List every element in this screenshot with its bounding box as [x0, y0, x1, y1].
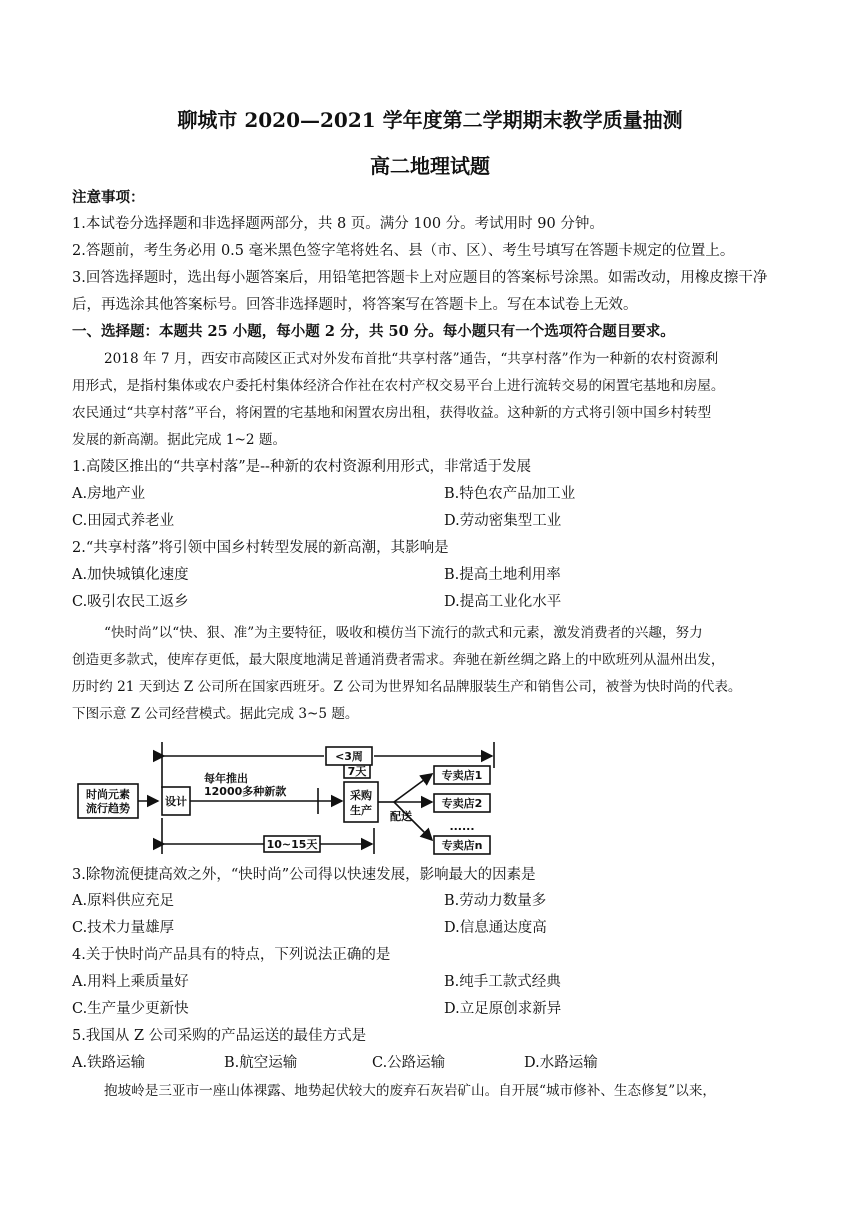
question-3-options-row [72, 891, 547, 911]
notice-heading: 注意事项： [72, 189, 145, 206]
question-2-options-row [72, 592, 562, 612]
question-1-stem: 1.高陵区推出的“共享村落”是--种新的农村资源利用形式，非常适于发展 [72, 459, 531, 475]
q1-option-c[interactable]: C.田园式养老业 [72, 513, 175, 529]
q2-option-d[interactable]: D.提高工业化水平 [444, 594, 562, 610]
diagram-store-label: 专卖店n [441, 839, 483, 852]
question-3-stem: 3.除物流便捷高效之外，“快时尚”公司得以快速发展，影响最大的因素是 [72, 867, 536, 883]
passage-2-line: “快时尚”以“快、狠、准”为主要特征，吸收和模仿当下流行的款式和元素，激发消费者的兴趣，努力 [104, 625, 703, 641]
q1-option-d[interactable]: D.劳动密集型工业 [444, 513, 562, 529]
q3-option-a[interactable]: A.原料供应充足 [72, 893, 175, 909]
q5-option-a[interactable]: A.铁路运输 [72, 1055, 146, 1071]
q3-option-b[interactable]: B.劳动力数量多 [444, 893, 547, 909]
diagram-lt3weeks-label: <3周 [335, 750, 363, 763]
q5-option-c[interactable]: C.公路运输 [372, 1055, 446, 1071]
diagram-delivery-label: 配送 [390, 810, 412, 823]
q4-option-b[interactable]: B.纯手工款式经典 [444, 974, 561, 990]
question-1-options-row [72, 511, 562, 531]
passage-1-line: 发展的新高潮。据此完成 1~2 题。 [72, 432, 287, 448]
question-3-options-row [72, 918, 547, 938]
q1-option-a[interactable]: A.房地产业 [72, 486, 146, 502]
diagram-produce-label: 采购 [350, 789, 372, 802]
notice-item: 2.答题前，考生务必用 0.5 毫米黑色签字笔将姓名、县（市、区）、考生号填写在答题卡规定的位置上。 [72, 243, 735, 259]
passage-2-line: 历时约 21 天到达 Z 公司所在国家西班牙。Z 公司为世界知名品牌服装生产和销售公司，被誉为快时尚的代表。 [72, 679, 742, 695]
q4-option-d[interactable]: D.立足原创求新异 [444, 1001, 562, 1017]
business-model-diagram [74, 732, 514, 862]
question-4-stem: 4.关于快时尚产品具有的特点，下列说法正确的是 [72, 947, 391, 963]
passage-2-line: 下图示意 Z 公司经营模式。据此完成 3~5 题。 [72, 706, 359, 722]
question-2-options-row [72, 565, 561, 585]
diagram-dots: ...... [449, 820, 475, 833]
passage-1-line: 2018 年 7 月，西安市高陵区正式对外发布首批“共享村落”通告，“共享村落”作为一种新的农村资源利 [104, 351, 719, 367]
question-1-options-row [72, 484, 576, 504]
diagram-trend-label: 流行趋势 [86, 802, 130, 815]
q2-option-b[interactable]: B.提高土地利用率 [444, 567, 561, 583]
q2-option-c[interactable]: C.吸引农民工返乡 [72, 594, 189, 610]
question-4-options-row [72, 999, 562, 1019]
question-2-stem: 2.“共享村落”将引领中国乡村转型发展的新高潮，其影响是 [72, 540, 449, 556]
diagram-produce-label: 生产 [350, 804, 372, 817]
passage-2-line: 创造更多款式，使库存更低，最大限度地满足普通消费者需求。奔驰在新丝绸之路上的中欧班列从温州出发， [72, 652, 725, 668]
diagram-store-label: 专卖店2 [441, 797, 483, 810]
diagram-days-range-label: 10~15天 [266, 838, 318, 851]
exam-subtitle: 高二地理试题 [370, 154, 490, 178]
question-5-stem: 5.我国从 Z 公司采购的产品运送的最佳方式是 [72, 1028, 367, 1044]
q5-option-b[interactable]: B.航空运输 [224, 1055, 298, 1071]
passage-1-line: 农民通过“共享村落”平台，将闲置的宅基地和闲置农房出租，获得收益。这种新的方式将引领中国乡村转型 [72, 405, 712, 421]
question-4-options-row [72, 972, 561, 992]
q2-option-a[interactable]: A.加快城镇化速度 [72, 567, 189, 583]
q4-option-a[interactable]: A.用料上乘质量好 [72, 974, 189, 990]
q3-option-d[interactable]: D.信息通达度高 [444, 920, 547, 936]
exam-title: 聊城市 2020—2021 学年度第二学期期末教学质量抽测 [177, 108, 683, 132]
q4-option-c[interactable]: C.生产量少更新快 [72, 1001, 189, 1017]
notice-item: 1.本试卷分选择题和非选择题两部分，共 8 页。满分 100 分。考试用时 90 分钟。 [72, 216, 604, 232]
passage-3-line: 抱坡岭是三亚市一座山体裸露、地势起伏较大的废弃石灰岩矿山。自开展“城市修补、生态修复”以来， [104, 1083, 717, 1099]
diagram-trend-label: 时尚元素 [86, 788, 130, 801]
passage-1-line: 用形式，是指村集体或农户委托村集体经济合作社在农村产权交易平台上进行流转交易的闲置宅基地和房屋。 [72, 378, 725, 394]
diagram-7days-label: 7天 [347, 765, 367, 778]
diagram-new-styles-label: 12000多种新款 [204, 785, 287, 798]
section-heading: 一、选择题：本题共 25 小题，每小题 2 分，共 50 分。每小题只有一个选项符合题目要求。 [72, 323, 675, 340]
diagram-store-label: 专卖店1 [441, 769, 483, 782]
q1-option-b[interactable]: B.特色农产品加工业 [444, 486, 576, 502]
notice-item: 3.回答选择题时，选出每小题答案后，用铅笔把答题卡上对应题目的答案标号涂黑。如需改动，用橡皮擦干净 [72, 270, 768, 286]
diagram-design-label: 设计 [165, 795, 187, 808]
q5-option-d[interactable]: D.水路运输 [524, 1055, 598, 1071]
notice-item: 后，再选涂其他答案标号。回答非选择题时，将答案写在答题卡上。写在本试卷上无效。 [72, 297, 638, 313]
q3-option-c[interactable]: C.技术力量雄厚 [72, 920, 175, 936]
diagram-new-styles-label: 每年推出 [204, 772, 248, 785]
